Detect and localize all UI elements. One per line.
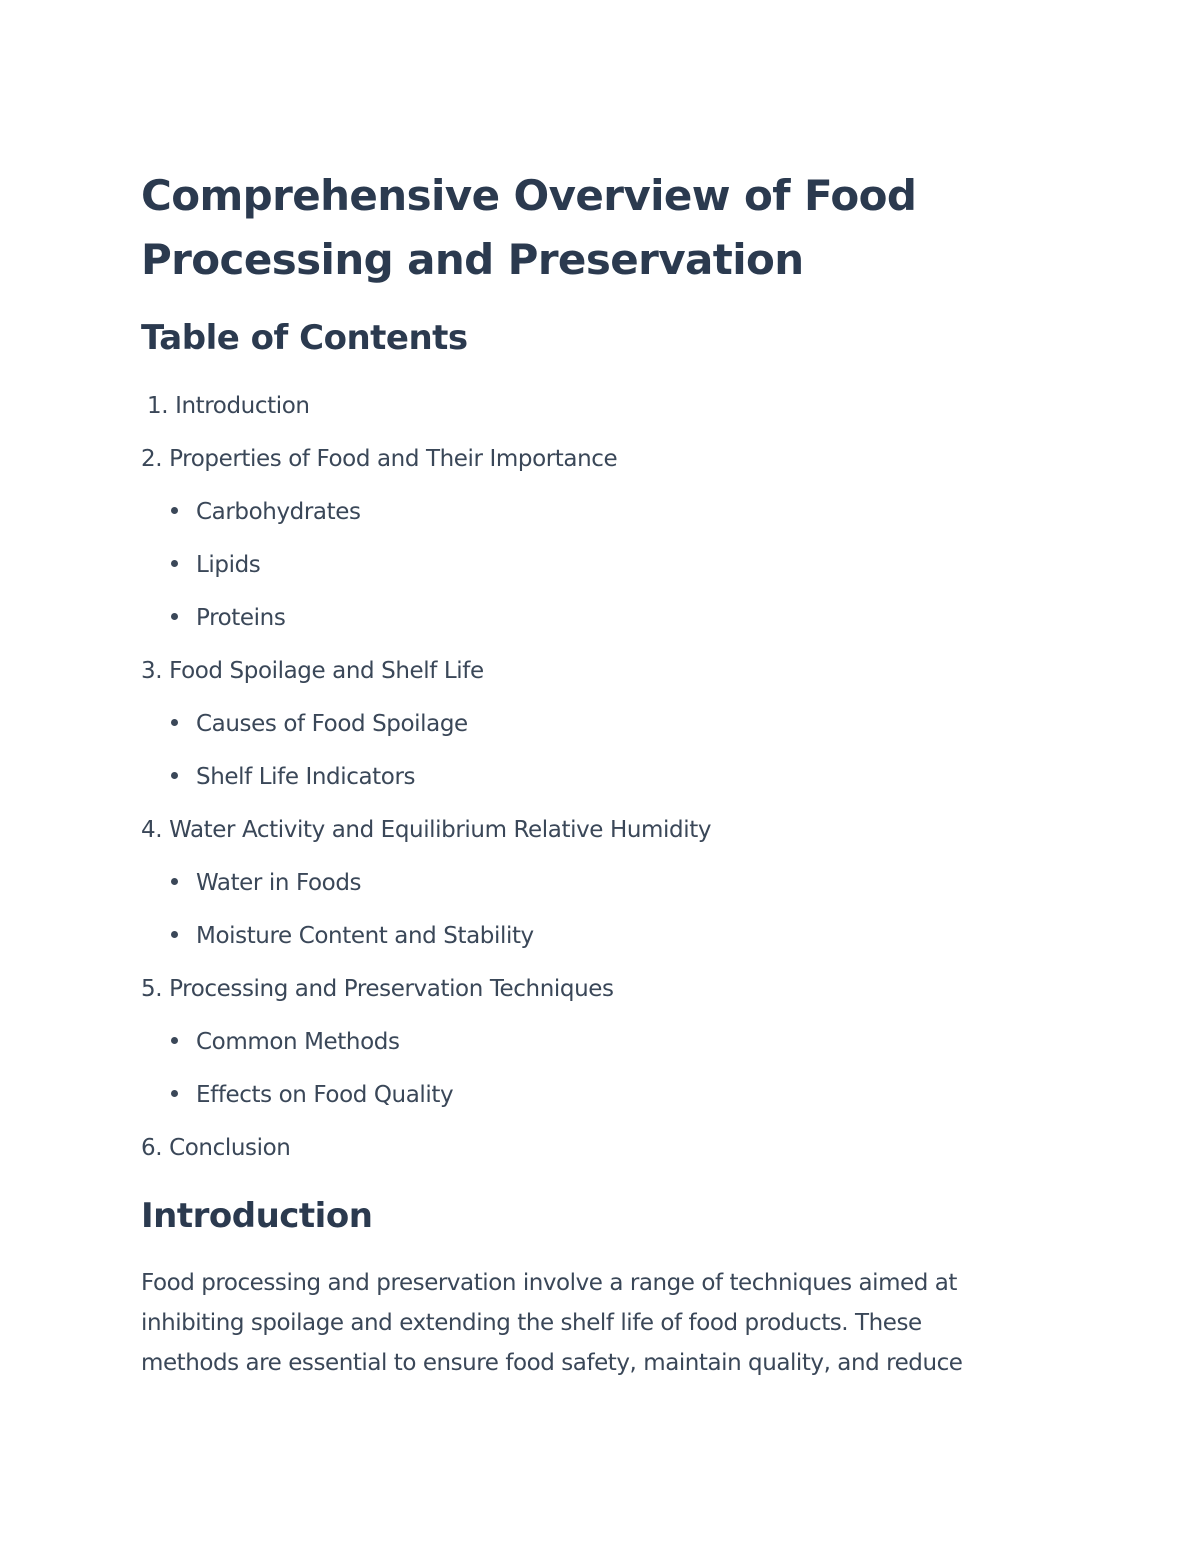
document-title-line: Processing and Preservation bbox=[141, 235, 804, 284]
toc-item-number: 6. bbox=[141, 1135, 163, 1161]
toc-subitem-label: Common Methods bbox=[196, 1029, 400, 1055]
toc-item-techniques[interactable] bbox=[141, 963, 1041, 1016]
paragraph-line: methods are essential to ensure food safety, maintain quality, and reduce bbox=[141, 1350, 963, 1376]
toc-item-label: Water Activity and Equilibrium Relative Humidity bbox=[169, 817, 712, 843]
bullet-icon bbox=[171, 878, 178, 885]
toc-item-number: 4. bbox=[141, 817, 163, 843]
toc-subitem-effects-on-quality[interactable] bbox=[141, 1069, 1041, 1122]
toc-item-water-activity[interactable] bbox=[141, 804, 1041, 857]
toc-subitem-lipids[interactable] bbox=[141, 539, 1041, 592]
bullet-icon bbox=[171, 931, 178, 938]
toc-heading: Table of Contents bbox=[141, 318, 468, 358]
table-of-contents bbox=[141, 380, 1041, 1175]
toc-item-properties[interactable] bbox=[141, 433, 1041, 486]
toc-subitem-label: Causes of Food Spoilage bbox=[196, 711, 468, 737]
toc-item-conclusion[interactable] bbox=[141, 1122, 1041, 1175]
toc-subitem-label: Carbohydrates bbox=[196, 499, 361, 525]
bullet-icon bbox=[171, 1090, 178, 1097]
document-title bbox=[141, 164, 1041, 292]
paragraph-line: Food processing and preservation involve a range of techniques aimed at bbox=[141, 1270, 957, 1296]
toc-subitem-label: Lipids bbox=[196, 552, 261, 578]
toc-item-number: 3. bbox=[141, 658, 163, 684]
bullet-icon bbox=[171, 560, 178, 567]
bullet-icon bbox=[171, 719, 178, 726]
toc-subitem-label: Shelf Life Indicators bbox=[196, 764, 416, 790]
bullet-icon bbox=[171, 1037, 178, 1044]
toc-subitem-label: Effects on Food Quality bbox=[196, 1082, 454, 1108]
toc-item-spoilage[interactable] bbox=[141, 645, 1041, 698]
bullet-icon bbox=[171, 507, 178, 514]
toc-item-label: Processing and Preservation Techniques bbox=[169, 976, 614, 1002]
toc-item-label: Conclusion bbox=[169, 1135, 291, 1161]
toc-item-label: Food Spoilage and Shelf Life bbox=[169, 658, 484, 684]
document-title-line: Comprehensive Overview of Food bbox=[141, 171, 917, 220]
bullet-icon bbox=[171, 613, 178, 620]
toc-item-number: 5. bbox=[141, 976, 163, 1002]
toc-subitem-label: Proteins bbox=[196, 605, 286, 631]
toc-subitem-common-methods[interactable] bbox=[141, 1016, 1041, 1069]
introduction-paragraph bbox=[141, 1263, 1051, 1383]
toc-subitem-proteins[interactable] bbox=[141, 592, 1041, 645]
toc-item-label: Properties of Food and Their Importance bbox=[169, 446, 618, 472]
toc-subitem-shelf-life-indicators[interactable] bbox=[141, 751, 1041, 804]
toc-item-label: Introduction bbox=[175, 393, 310, 419]
toc-item-number: 1. bbox=[147, 393, 169, 419]
toc-subitem-label: Water in Foods bbox=[196, 870, 362, 896]
toc-item-introduction[interactable] bbox=[141, 380, 1041, 433]
toc-subitem-label: Moisture Content and Stability bbox=[196, 923, 534, 949]
toc-subitem-water-in-foods[interactable] bbox=[141, 857, 1041, 910]
introduction-heading: Introduction bbox=[141, 1196, 373, 1236]
bullet-icon bbox=[171, 772, 178, 779]
paragraph-line: inhibiting spoilage and extending the shelf life of food products. These bbox=[141, 1310, 922, 1336]
toc-subitem-moisture-content[interactable] bbox=[141, 910, 1041, 963]
toc-subitem-carbohydrates[interactable] bbox=[141, 486, 1041, 539]
toc-subitem-causes-of-spoilage[interactable] bbox=[141, 698, 1041, 751]
toc-item-number: 2. bbox=[141, 446, 163, 472]
